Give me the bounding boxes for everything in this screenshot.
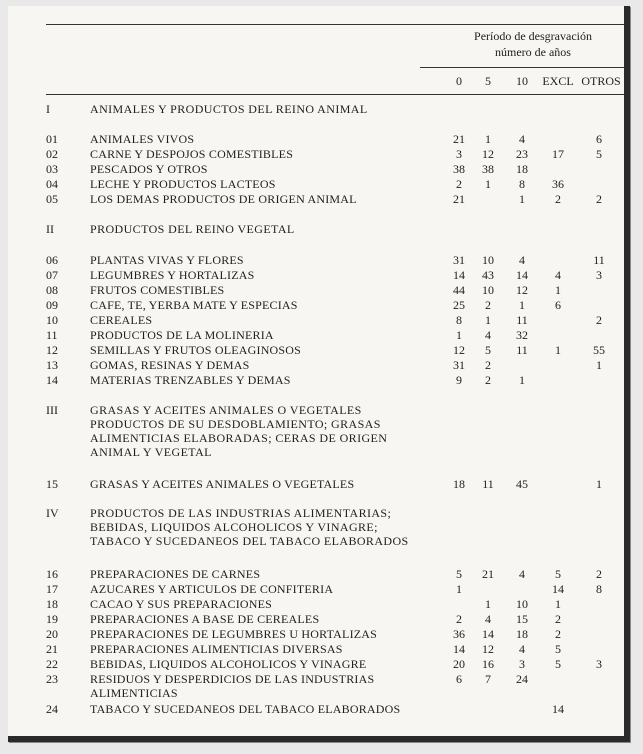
description-line: ANIMALES VIVOS xyxy=(90,132,195,146)
description-line: PREPARACIONES A BASE DE CEREALES xyxy=(90,612,320,626)
cell-10: 12 xyxy=(516,283,528,297)
header-mid-rule xyxy=(420,67,624,68)
chapter-code: III xyxy=(46,403,58,417)
cell-0: 21 xyxy=(453,132,465,146)
description-line: TABACO Y SUCEDANEOS DEL TABACO ELABORADOS xyxy=(90,702,401,716)
description-line: PRODUCTOS DE SU DESDOBLAMIENTO; GRASAS xyxy=(90,417,381,431)
chapter-code: 17 xyxy=(46,582,58,596)
cell-10: 4 xyxy=(519,642,525,656)
chapter-description xyxy=(90,102,430,116)
chapter-code: 04 xyxy=(46,177,58,191)
period-title xyxy=(448,28,618,60)
chapter-description xyxy=(90,567,430,581)
cell-5: 10 xyxy=(482,283,494,297)
chapter-code: 20 xyxy=(46,627,58,641)
chapter-code: II xyxy=(46,222,54,236)
cell-0: 12 xyxy=(453,343,465,357)
cell-excl: 5 xyxy=(555,567,561,581)
period-title-line2: número de años xyxy=(495,45,571,59)
description-line: PREPARACIONES ALIMENTICIAS DIVERSAS xyxy=(90,642,343,656)
cell-10: 24 xyxy=(516,672,528,686)
cell-0: 5 xyxy=(456,567,462,581)
col-header-excl: EXCL xyxy=(542,74,574,88)
cell-5: 12 xyxy=(482,147,494,161)
cell-otros: 55 xyxy=(593,343,605,357)
chapter-code: 07 xyxy=(46,268,58,282)
chapter-code: 02 xyxy=(46,147,58,161)
cell-10: 1 xyxy=(519,192,525,206)
cell-excl: 2 xyxy=(555,627,561,641)
chapter-description xyxy=(90,298,430,312)
cell-5: 4 xyxy=(485,328,491,342)
cell-excl: 1 xyxy=(555,283,561,297)
cell-0: 14 xyxy=(453,268,465,282)
cell-otros: 3 xyxy=(596,657,602,671)
cell-0: 31 xyxy=(453,253,465,267)
cell-10: 4 xyxy=(519,567,525,581)
col-header-10: 10 xyxy=(516,74,528,88)
chapter-code: 14 xyxy=(46,373,58,387)
cell-otros: 6 xyxy=(596,132,602,146)
chapter-code: 05 xyxy=(46,192,58,206)
cell-0: 38 xyxy=(453,162,465,176)
cell-10: 10 xyxy=(516,597,528,611)
chapter-description xyxy=(90,177,430,191)
description-line: ANIMALES Y PRODUCTOS DEL REINO ANIMAL xyxy=(90,102,368,116)
cell-otros: 2 xyxy=(596,313,602,327)
cell-otros: 1 xyxy=(596,477,602,491)
chapter-description xyxy=(90,612,430,626)
description-line: PRODUCTOS DE LAS INDUSTRIAS ALIMENTARIAS; xyxy=(90,506,392,520)
chapter-code: 10 xyxy=(46,313,58,327)
cell-5: 5 xyxy=(485,343,491,357)
chapter-description xyxy=(90,477,430,491)
cell-5: 1 xyxy=(485,313,491,327)
cell-10: 18 xyxy=(516,162,528,176)
cell-0: 20 xyxy=(453,657,465,671)
cell-10: 1 xyxy=(519,373,525,387)
cell-5: 12 xyxy=(482,642,494,656)
chapter-description xyxy=(90,162,430,176)
cell-otros: 2 xyxy=(596,192,602,206)
cell-10: 3 xyxy=(519,657,525,671)
description-line: BEBIDAS, LIQUIDOS ALCOHOLICOS Y VINAGRE xyxy=(90,657,367,671)
description-line: TABACO Y SUCEDANEOS DEL TABACO ELABORADOS xyxy=(90,534,409,548)
description-line: ANIMAL Y VEGETAL xyxy=(90,445,212,459)
chapter-code: 16 xyxy=(46,567,58,581)
cell-5: 1 xyxy=(485,132,491,146)
description-line: SEMILLAS Y FRUTOS OLEAGINOSOS xyxy=(90,343,302,357)
document-page xyxy=(8,6,630,742)
cell-otros: 8 xyxy=(596,582,602,596)
description-line: FRUTOS COMESTIBLES xyxy=(90,283,225,297)
chapter-description xyxy=(90,132,430,146)
description-line: AZUCARES Y ARTICULOS DE CONFITERIA xyxy=(90,582,334,596)
description-line: RESIDUOS Y DESPERDICIOS DE LAS INDUSTRIAS xyxy=(90,672,375,686)
description-line: LECHE Y PRODUCTOS LACTEOS xyxy=(90,177,276,191)
chapter-code: 22 xyxy=(46,657,58,671)
cell-10: 11 xyxy=(516,343,528,357)
chapter-code: 09 xyxy=(46,298,58,312)
cell-10: 8 xyxy=(519,177,525,191)
cell-10: 32 xyxy=(516,328,528,342)
chapter-description xyxy=(90,657,430,671)
description-line: CAFE, TE, YERBA MATE Y ESPECIAS xyxy=(90,298,298,312)
description-line: PLANTAS VIVAS Y FLORES xyxy=(90,253,244,267)
chapter-description xyxy=(90,506,430,548)
cell-0: 3 xyxy=(456,147,462,161)
chapter-code: 01 xyxy=(46,132,58,146)
cell-10: 1 xyxy=(519,298,525,312)
description-line: ALIMENTICIAS xyxy=(90,686,178,700)
description-line: LEGUMBRES Y HORTALIZAS xyxy=(90,268,255,282)
cell-0: 1 xyxy=(456,328,462,342)
cell-5: 43 xyxy=(482,268,494,282)
description-line: LOS DEMAS PRODUCTOS DE ORIGEN ANIMAL xyxy=(90,192,357,206)
cell-0: 31 xyxy=(453,358,465,372)
cell-10: 4 xyxy=(519,132,525,146)
cell-5: 38 xyxy=(482,162,494,176)
cell-excl: 5 xyxy=(555,642,561,656)
col-header-otros: OTROS xyxy=(581,74,621,88)
cell-excl: 14 xyxy=(552,582,564,596)
top-rule xyxy=(46,24,624,25)
cell-otros: 2 xyxy=(596,567,602,581)
cell-excl: 14 xyxy=(552,702,564,716)
chapter-code: 24 xyxy=(46,702,58,716)
cell-10: 23 xyxy=(516,147,528,161)
chapter-description xyxy=(90,147,430,161)
cell-5: 14 xyxy=(482,627,494,641)
cell-excl: 1 xyxy=(555,343,561,357)
col-header-5: 5 xyxy=(485,74,491,88)
cell-0: 14 xyxy=(453,642,465,656)
cell-10: 15 xyxy=(516,612,528,626)
description-line: GRASAS Y ACEITES ANIMALES O VEGETALES xyxy=(90,403,362,417)
cell-0: 18 xyxy=(453,477,465,491)
description-line: MATERIAS TRENZABLES Y DEMAS xyxy=(90,373,291,387)
chapter-description xyxy=(90,253,430,267)
chapter-code: 03 xyxy=(46,162,58,176)
cell-0: 21 xyxy=(453,192,465,206)
chapter-description xyxy=(90,627,430,641)
chapter-description xyxy=(90,222,430,236)
chapter-code: 06 xyxy=(46,253,58,267)
chapter-code: 18 xyxy=(46,597,58,611)
cell-excl: 5 xyxy=(555,657,561,671)
cell-5: 2 xyxy=(485,298,491,312)
cell-0: 2 xyxy=(456,177,462,191)
cell-0: 36 xyxy=(453,627,465,641)
description-line: ALIMENTICIAS ELABORADAS; CERAS DE ORIGEN xyxy=(90,431,388,445)
chapter-description xyxy=(90,642,430,656)
description-line: PRODUCTOS DEL REINO VEGETAL xyxy=(90,222,295,236)
chapter-description xyxy=(90,597,430,611)
cell-5: 2 xyxy=(485,373,491,387)
cell-otros: 3 xyxy=(596,268,602,282)
chapter-description xyxy=(90,328,430,342)
chapter-code: IV xyxy=(46,506,59,520)
description-line: CACAO Y SUS PREPARACIONES xyxy=(90,597,273,611)
cell-0: 1 xyxy=(456,582,462,596)
cell-5: 7 xyxy=(485,672,491,686)
chapter-description xyxy=(90,582,430,596)
chapter-code: 15 xyxy=(46,477,58,491)
chapter-code: 12 xyxy=(46,343,58,357)
chapter-code: 19 xyxy=(46,612,58,626)
chapter-code: 08 xyxy=(46,283,58,297)
chapter-description xyxy=(90,672,430,700)
chapter-description xyxy=(90,403,430,459)
chapter-description xyxy=(90,313,430,327)
description-line: GRASAS Y ACEITES ANIMALES O VEGETALES xyxy=(90,477,355,491)
cell-5: 1 xyxy=(485,597,491,611)
cell-0: 6 xyxy=(456,672,462,686)
description-line: PREPARACIONES DE LEGUMBRES U HORTALIZAS xyxy=(90,627,378,641)
chapter-description xyxy=(90,373,430,387)
cell-10: 11 xyxy=(516,313,528,327)
cell-5: 21 xyxy=(482,567,494,581)
cell-5: 1 xyxy=(485,177,491,191)
cell-10: 45 xyxy=(516,477,528,491)
cell-excl: 2 xyxy=(555,612,561,626)
cell-5: 4 xyxy=(485,612,491,626)
chapter-code: 23 xyxy=(46,672,58,686)
cell-excl: 6 xyxy=(555,298,561,312)
cell-10: 14 xyxy=(516,268,528,282)
cell-0: 9 xyxy=(456,373,462,387)
cell-10: 18 xyxy=(516,627,528,641)
cell-0: 44 xyxy=(453,283,465,297)
chapter-code: 11 xyxy=(46,328,58,342)
period-title-line1: Período de desgravación xyxy=(474,29,592,43)
cell-excl: 1 xyxy=(555,597,561,611)
cell-5: 10 xyxy=(482,253,494,267)
cell-excl: 4 xyxy=(555,268,561,282)
description-line: BEBIDAS, LIQUIDOS ALCOHOLICOS Y VINAGRE; xyxy=(90,520,378,534)
cell-excl: 17 xyxy=(552,147,564,161)
cell-10: 4 xyxy=(519,253,525,267)
chapter-code: I xyxy=(46,102,50,116)
cell-0: 2 xyxy=(456,612,462,626)
cell-excl: 36 xyxy=(552,177,564,191)
cell-5: 2 xyxy=(485,358,491,372)
cell-0: 25 xyxy=(453,298,465,312)
cell-otros: 5 xyxy=(596,147,602,161)
cell-5: 16 xyxy=(482,657,494,671)
chapter-description xyxy=(90,283,430,297)
cell-otros: 1 xyxy=(596,358,602,372)
chapter-code: 21 xyxy=(46,642,58,656)
col-header-0: 0 xyxy=(456,74,462,88)
description-line: PREPARACIONES DE CARNES xyxy=(90,567,261,581)
description-line: CARNE Y DESPOJOS COMESTIBLES xyxy=(90,147,294,161)
cell-excl: 2 xyxy=(555,192,561,206)
chapter-code: 13 xyxy=(46,358,58,372)
header-bottom-rule xyxy=(46,94,624,95)
description-line: PESCADOS Y OTROS xyxy=(90,162,208,176)
description-line: GOMAS, RESINAS Y DEMAS xyxy=(90,358,250,372)
description-line: CEREALES xyxy=(90,313,153,327)
cell-5: 11 xyxy=(482,477,494,491)
chapter-description xyxy=(90,702,430,716)
cell-otros: 11 xyxy=(593,253,605,267)
chapter-description xyxy=(90,192,430,206)
chapter-description xyxy=(90,358,430,372)
chapter-description xyxy=(90,343,430,357)
chapter-description xyxy=(90,268,430,282)
cell-0: 8 xyxy=(456,313,462,327)
description-line: PRODUCTOS DE LA MOLINERIA xyxy=(90,328,274,342)
